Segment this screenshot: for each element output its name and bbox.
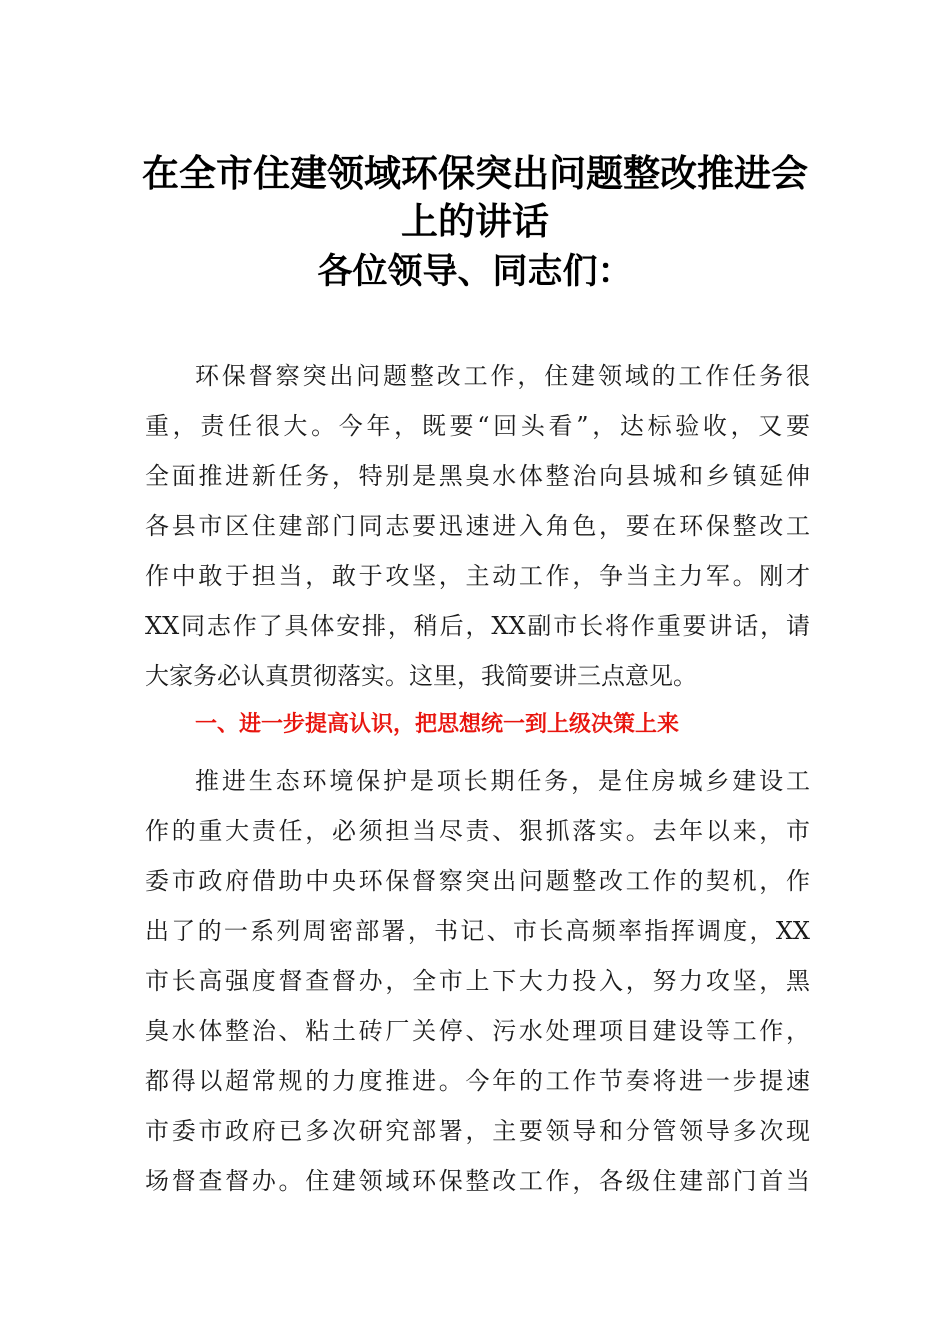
section-heading-1: 一、进一步提高认识，把思想统一到上级决策上来 [195, 712, 680, 737]
paragraph-2-line: 作的重大责任，必须担当尽责、狠抓落实。去年以来，市 [145, 817, 810, 845]
paragraph-2-line: 臭水体整治、粘土砖厂关停、污水处理项目建设等工作， [145, 1017, 810, 1045]
paragraph-1-line: 环保督察突出问题整改工作，住建领域的工作任务很 [195, 362, 810, 390]
paragraph-2-line: 委市政府借助中央环保督察突出问题整改工作的契机，作 [145, 867, 810, 895]
document-title-line-1: 在全市住建领域环保突出问题整改推进会 [142, 151, 808, 195]
paragraph-1-line: 全面推进新任务，特别是黑臭水体整治向县城和乡镇延伸 [145, 462, 810, 490]
paragraph-2-line: 场督查督办。住建领域环保整改工作，各级住建部门首当 [145, 1167, 810, 1195]
paragraph-2-line: 出了的一系列周密部署，书记、市长高频率指挥调度，XX [145, 917, 810, 945]
paragraph-1-line: 作中敢于担当，敢于攻坚，主动工作，争当主力军。刚才 [145, 562, 810, 590]
paragraph-2-line: 市长高强度督查督办，全市上下大力投入，努力攻坚，黑 [145, 967, 810, 995]
paragraph-1-line: 各县市区住建部门同志要迅速进入角色，要在环保整改工 [145, 512, 810, 540]
paragraph-1 [145, 351, 810, 701]
salutation: 各位领导、同志们： [317, 251, 633, 292]
paragraph-2-line: 都得以超常规的力度推进。今年的工作节奏将进一步提速 [145, 1067, 810, 1095]
paragraph-2 [145, 756, 810, 1206]
paragraph-2-line: 推进生态环境保护是项长期任务，是住房城乡建设工 [195, 767, 810, 795]
document-title-line-2: 上的讲话 [401, 199, 549, 243]
paragraph-1-line: XX同志作了具体安排，稍后，XX副市长将作重要讲话，请 [145, 612, 810, 640]
paragraph-1-line: 大家务必认真贯彻落实。这里，我简要讲三点意见。 [145, 662, 697, 690]
paragraph-2-line: 市委市政府已多次研究部署，主要领导和分管领导多次现 [145, 1117, 810, 1145]
paragraph-1-line: 重，责任很大。今年，既要“回头看”，达标验收，又要 [145, 412, 810, 440]
